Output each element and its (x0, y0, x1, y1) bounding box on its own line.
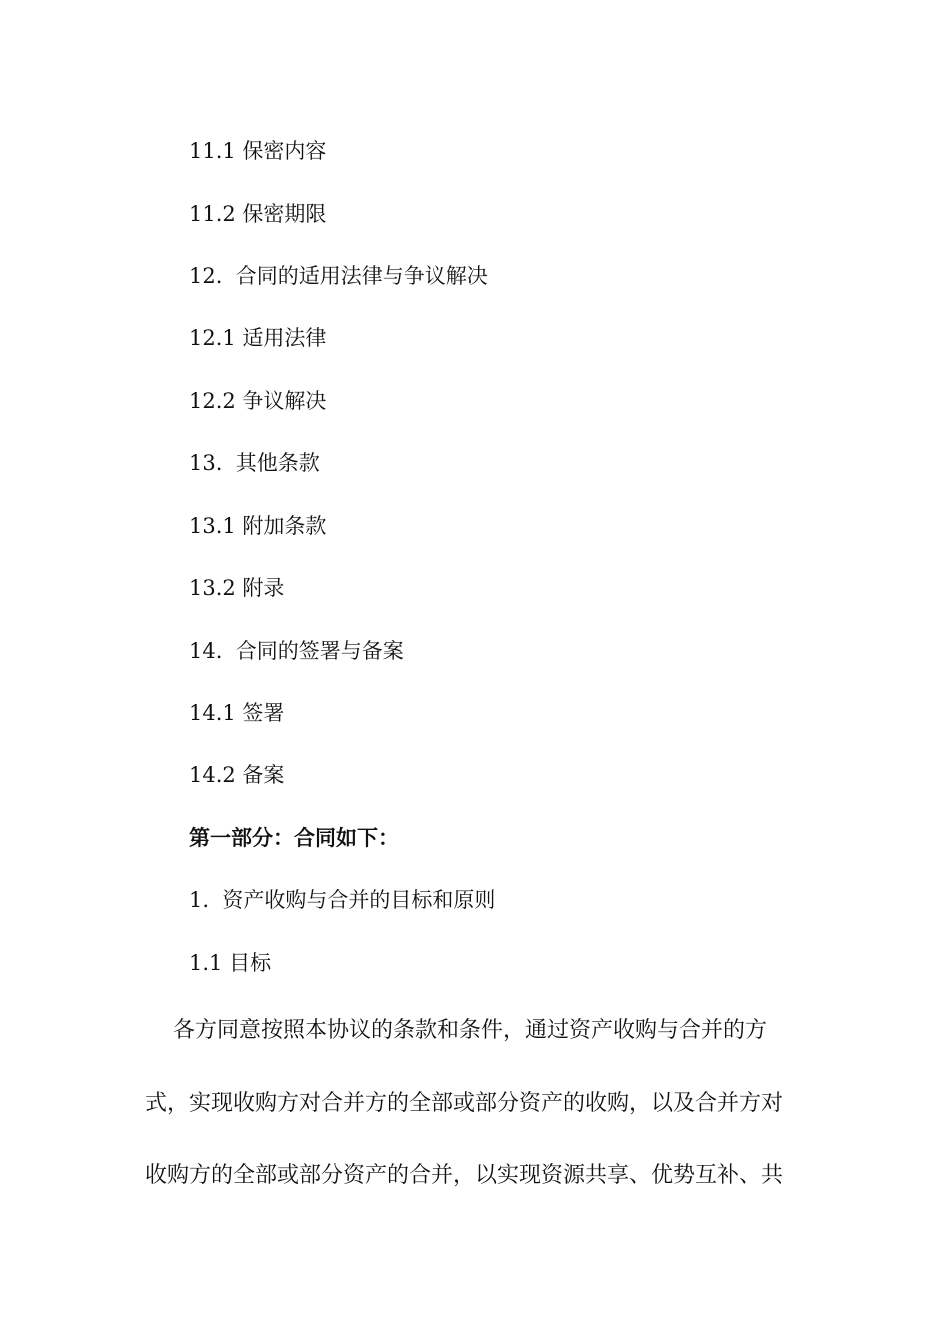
outline-item: 13.2 附录 (189, 576, 285, 600)
outline-item: 13. 其他条款 (189, 451, 320, 475)
paragraph-line: 各方同意按照本协议的条款和条件，通过资产收购与合并的方 (145, 1018, 767, 1043)
outline-item: 12. 合同的适用法律与争议解决 (189, 264, 488, 288)
section-title: 1. 资产收购与合并的目标和原则 (189, 888, 496, 912)
outline-item: 13.1 附加条款 (189, 514, 327, 538)
paragraph-line: 收购方的全部或部分资产的合并，以实现资源共享、优势互补、共 (145, 1163, 784, 1188)
outline-item: 11.2 保密期限 (189, 202, 327, 226)
outline-item: 12.2 争议解决 (189, 389, 327, 413)
outline-item: 14. 合同的签署与备案 (189, 639, 404, 663)
outline-item: 14.2 备案 (189, 763, 285, 787)
paragraph-line: 式，实现收购方对合并方的全部或部分资产的收购，以及合并方对 (145, 1091, 784, 1116)
outline-item: 14.1 签署 (189, 701, 285, 725)
outline-item: 12.1 适用法律 (189, 326, 327, 350)
section-subtitle: 1.1 目标 (189, 951, 272, 975)
outline-item: 11.1 保密内容 (189, 139, 327, 163)
body-paragraph (145, 0, 807, 1344)
part-heading: 第一部分：合同如下： (189, 826, 399, 850)
